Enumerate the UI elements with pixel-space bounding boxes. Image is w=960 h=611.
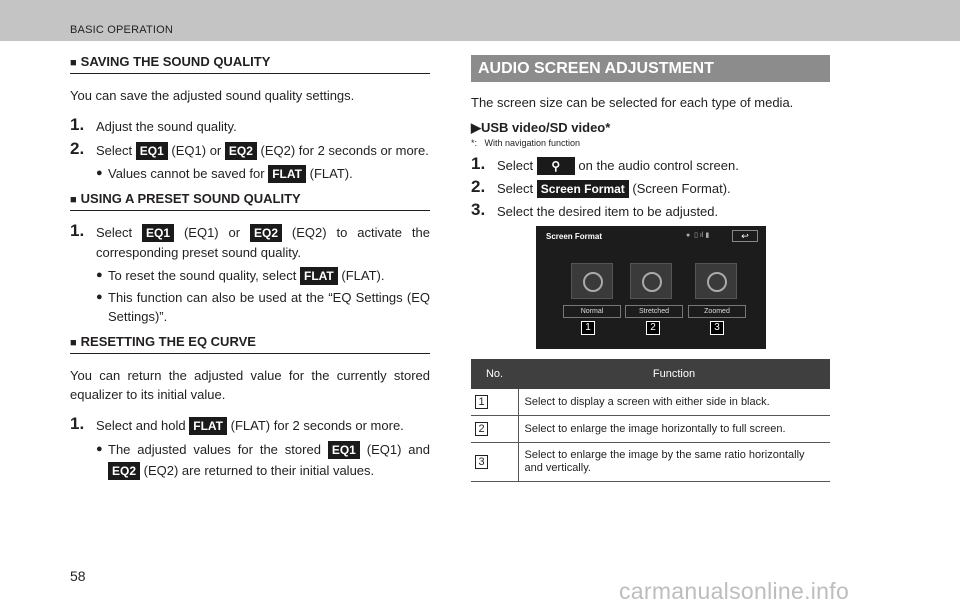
step-text: (EQ2) for 2 seconds or more. bbox=[260, 143, 429, 158]
saving-step-2 bbox=[70, 141, 430, 161]
saving-bullet bbox=[70, 164, 430, 183]
step-number: 2. bbox=[70, 139, 85, 158]
bullet-text: (EQ1) and bbox=[366, 442, 430, 457]
square-bullet-icon: ■ bbox=[70, 337, 77, 349]
step-text: Select the desired item to be adjusted. bbox=[497, 204, 719, 219]
bullet-text: (FLAT). bbox=[341, 268, 385, 283]
step-number: 2. bbox=[471, 177, 486, 196]
section-using-heading bbox=[70, 191, 430, 211]
table-row bbox=[471, 416, 830, 443]
resetting-intro: You can return the adjusted value for the currently stored equalizer to its initial value. bbox=[70, 368, 430, 402]
audio-step-2 bbox=[471, 179, 830, 199]
step-text: (Screen Format). bbox=[632, 181, 731, 196]
header-bar bbox=[0, 0, 960, 41]
table-cell-function: Select to display a screen with either side in black. bbox=[518, 389, 830, 416]
heading-text: SAVING THE SOUND QUALITY bbox=[80, 54, 271, 69]
eq2-button[interactable]: EQ2 bbox=[250, 224, 282, 242]
footnote: *: With navigation function bbox=[471, 138, 581, 148]
bullet-text: The adjusted values for the stored bbox=[108, 442, 321, 457]
number-box: 1 bbox=[475, 395, 488, 409]
bullet-dot-icon: ● bbox=[96, 443, 103, 455]
square-bullet-icon: ■ bbox=[70, 194, 77, 206]
flat-button[interactable]: FLAT bbox=[189, 417, 227, 435]
section-resetting-heading bbox=[70, 334, 430, 354]
table-header-row bbox=[471, 359, 830, 389]
step-text: Select bbox=[96, 225, 133, 240]
column-header-function: Function bbox=[518, 359, 830, 389]
eq2-button[interactable]: EQ2 bbox=[108, 462, 140, 480]
screen-format-screenshot bbox=[536, 226, 766, 349]
bullet-text: Values cannot be saved for bbox=[108, 166, 265, 181]
normal-preview bbox=[571, 263, 613, 299]
section-saving-heading bbox=[70, 54, 430, 74]
table-cell-function: Select to enlarge the image by the same ratio horizontally and vertically. bbox=[518, 443, 830, 482]
table-row bbox=[471, 443, 830, 482]
saving-step-1 bbox=[70, 117, 430, 137]
zoomed-preview bbox=[695, 263, 737, 299]
bullet-text: (FLAT). bbox=[309, 166, 353, 181]
using-bullet-2 bbox=[70, 288, 430, 326]
step-text: Select bbox=[497, 181, 534, 196]
step-text: Select bbox=[96, 143, 133, 158]
saving-intro: You can save the adjusted sound quality settings. bbox=[70, 88, 355, 103]
step-number: 1. bbox=[471, 154, 486, 173]
screen-title: Screen Format bbox=[546, 232, 603, 241]
bullet-dot-icon: ● bbox=[96, 291, 103, 303]
callout-3: 3 bbox=[710, 321, 724, 335]
step-text: Select and hold bbox=[96, 418, 186, 433]
subheading-text: USB video/SD video* bbox=[481, 120, 611, 135]
callout-2: 2 bbox=[646, 321, 660, 335]
back-arrow-icon: ↩ bbox=[741, 231, 749, 241]
bullet-text: To reset the sound quality, select bbox=[108, 268, 297, 283]
arrow-right-icon: ▶ bbox=[471, 120, 481, 135]
audio-step-1 bbox=[471, 156, 830, 176]
function-table bbox=[471, 359, 830, 482]
heading-text: USING A PRESET SOUND QUALITY bbox=[80, 191, 301, 206]
heading-text: RESETTING THE EQ CURVE bbox=[80, 334, 256, 349]
bullet-dot-icon: ● bbox=[96, 269, 103, 281]
step-text: Adjust the sound quality. bbox=[96, 119, 237, 134]
square-bullet-icon: ■ bbox=[70, 57, 77, 69]
step-number: 1. bbox=[70, 414, 85, 433]
column-header-no: No. bbox=[471, 359, 518, 389]
resetting-bullet bbox=[70, 439, 430, 481]
table-cell-no bbox=[471, 443, 518, 482]
step-number: 1. bbox=[70, 115, 85, 134]
resetting-step-1 bbox=[70, 416, 430, 436]
right-column bbox=[471, 55, 830, 482]
stretched-option-button[interactable]: Stretched bbox=[625, 305, 683, 318]
left-column bbox=[70, 50, 430, 481]
usb-video-subheading bbox=[471, 120, 830, 136]
settings-wrench-button[interactable] bbox=[537, 157, 575, 175]
table-cell-no bbox=[471, 389, 518, 416]
back-button[interactable] bbox=[732, 230, 758, 242]
flat-button[interactable]: FLAT bbox=[300, 267, 338, 285]
bullet-dot-icon: ● bbox=[96, 167, 103, 179]
table-cell-no bbox=[471, 416, 518, 443]
step-text: (EQ1) or bbox=[183, 225, 241, 240]
audio-intro: The screen size can be selected for each type of media. bbox=[471, 95, 794, 110]
screen-format-button[interactable]: Screen Format bbox=[537, 180, 629, 198]
wrench-icon: ⚲ bbox=[551, 159, 561, 173]
flat-button[interactable]: FLAT bbox=[268, 165, 306, 183]
stretched-preview bbox=[630, 263, 672, 299]
using-bullet-1 bbox=[70, 266, 430, 285]
eq2-button[interactable]: EQ2 bbox=[225, 142, 257, 160]
audio-step-3 bbox=[471, 202, 830, 222]
table-row bbox=[471, 389, 830, 416]
step-text: (EQ1) or bbox=[171, 143, 222, 158]
page-number: 58 bbox=[70, 568, 86, 584]
eq1-button[interactable]: EQ1 bbox=[142, 224, 174, 242]
number-box: 2 bbox=[475, 422, 488, 436]
eq1-button[interactable]: EQ1 bbox=[328, 441, 360, 459]
step-text: Select bbox=[497, 158, 534, 173]
zoomed-option-button[interactable]: Zoomed bbox=[688, 305, 746, 318]
eq1-button[interactable]: EQ1 bbox=[136, 142, 168, 160]
step-text: (EQ2) to activate the corresponding preset sound quality. bbox=[96, 225, 430, 260]
using-step-1 bbox=[70, 223, 430, 263]
callout-1: 1 bbox=[581, 321, 595, 335]
bullet-text: This function can also be used at the “EQ Settings (EQ Settings)”. bbox=[108, 290, 430, 324]
step-text: on the audio control screen. bbox=[578, 158, 739, 173]
step-number: 3. bbox=[471, 200, 486, 219]
audio-screen-banner: AUDIO SCREEN ADJUSTMENT bbox=[471, 55, 830, 82]
watermark: carmanualsonline.info bbox=[619, 578, 850, 604]
header-title: BASIC OPERATION bbox=[70, 24, 174, 36]
number-box: 3 bbox=[475, 455, 488, 469]
bullet-text: (EQ2) are returned to their initial values. bbox=[143, 463, 375, 478]
step-text: (FLAT) for 2 seconds or more. bbox=[230, 418, 404, 433]
normal-option-button[interactable]: Normal bbox=[563, 305, 621, 318]
step-number: 1. bbox=[70, 221, 85, 240]
table-cell-function: Select to enlarge the image horizontally to full screen. bbox=[518, 416, 830, 443]
status-icons: ● ▯ ıl ▮ bbox=[686, 232, 710, 239]
